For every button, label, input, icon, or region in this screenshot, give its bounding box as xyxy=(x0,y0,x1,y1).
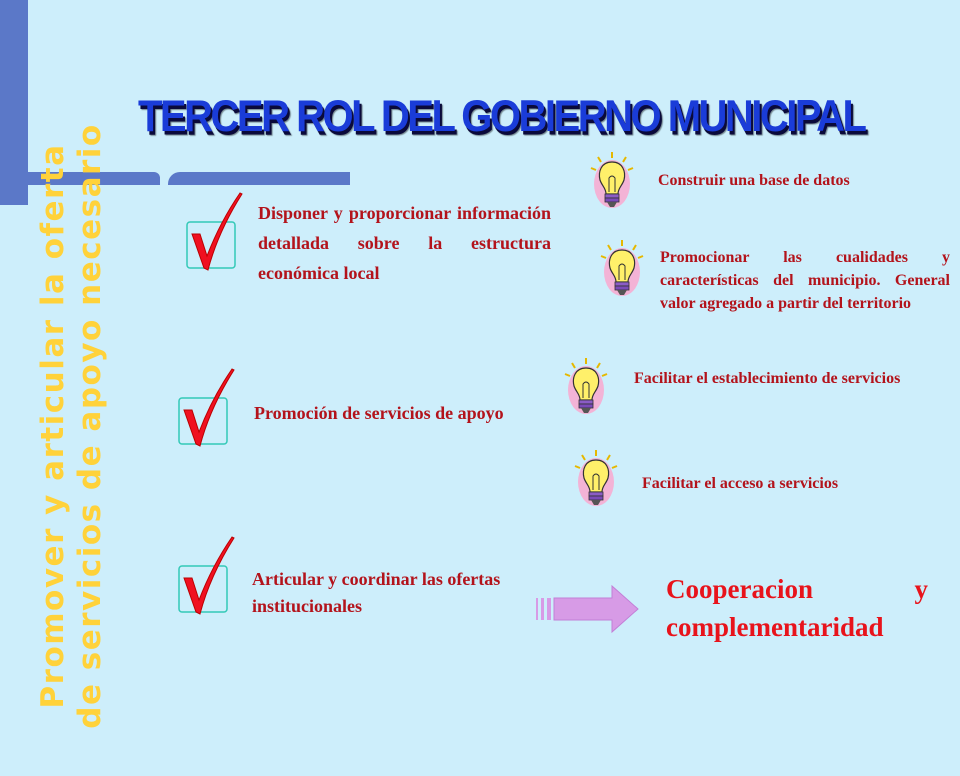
right-arrow-icon xyxy=(534,584,640,634)
lightbulb-icon xyxy=(590,152,634,212)
checkmark-icon xyxy=(174,536,244,626)
checkmark-icon xyxy=(182,192,252,282)
decor-bar-horizontal-right xyxy=(168,172,350,185)
item-right-4: Facilitar el acceso a servicios xyxy=(642,475,839,492)
item-left-3: Articular y coordinar las ofertas institucionales xyxy=(252,569,501,616)
result-text xyxy=(666,570,928,646)
lightbulb-icon xyxy=(574,450,618,510)
result-word-2: y xyxy=(914,574,928,604)
side-title-line-2: de servicios de apoyo necesario xyxy=(72,123,108,729)
item-right-3: Facilitar el establecimiento de servicios xyxy=(634,370,901,387)
checkmark-icon xyxy=(174,368,244,458)
item-right-2: Promocionar las cualidades y características del municipio. General valor agregado a partir del territorio xyxy=(660,249,950,312)
item-left-2: Promoción de servicios de apoyo xyxy=(254,403,504,423)
lightbulb-icon xyxy=(564,358,608,418)
item-left-1: Disponer y proporcionar información detallada sobre la estructura económica local xyxy=(258,203,551,283)
page-title: TERCER ROL DEL GOBIERNO MUNICIPAL xyxy=(138,92,865,142)
item-right-1: Construir una base de datos xyxy=(658,172,850,189)
lightbulb-icon xyxy=(600,240,644,300)
side-title-line-1: Promover y articular la oferta xyxy=(35,143,71,709)
side-title xyxy=(35,76,115,776)
result-word-1: Cooperacion xyxy=(666,574,813,604)
result-word-3: complementaridad xyxy=(666,612,884,642)
